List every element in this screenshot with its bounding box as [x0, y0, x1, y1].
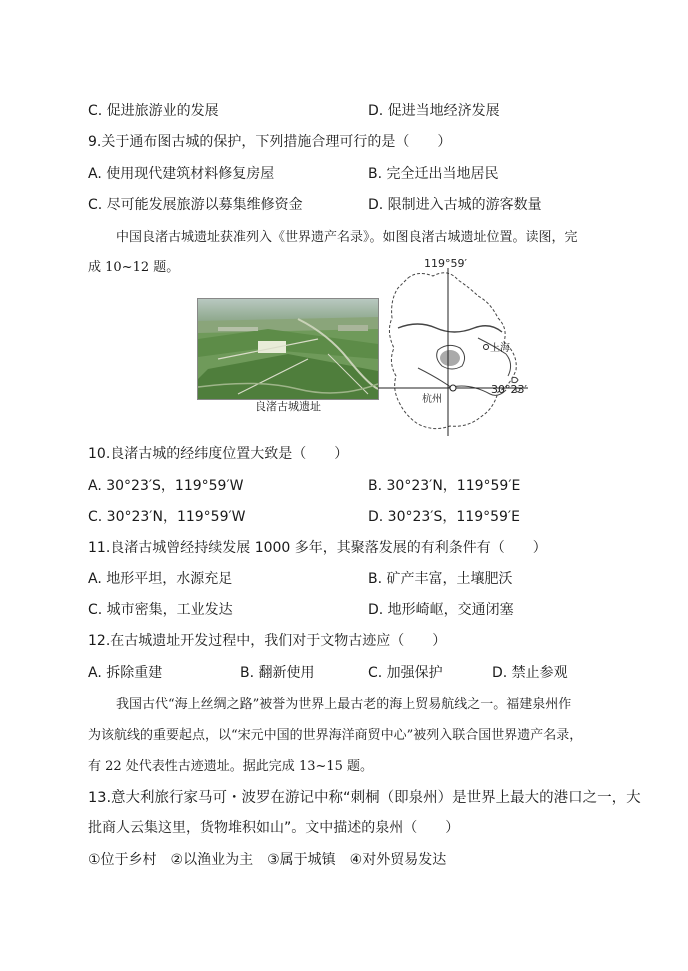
liangzhu-aerial-photo	[197, 298, 379, 400]
q9-stem: 9.关于通布图古城的保护，下列措施合理可行的是（ ）	[88, 134, 452, 150]
q10-option-b: B. 30°23′N，119°59′E	[368, 478, 521, 494]
q9-option-a: A. 使用现代建筑材料修复房屋	[88, 166, 275, 182]
q12-stem: 12.在古城遗址开发过程中，我们对于文物古迹应（ ）	[88, 633, 447, 649]
q11-option-a: A. 地形平坦，水源充足	[88, 571, 233, 587]
shanghai-area-shading	[440, 350, 460, 366]
island-1	[512, 377, 518, 382]
q10-option-d: D. 30°23′S，119°59′E	[368, 509, 520, 525]
passage-quanzhou-line2: 为该航线的重要起点，以“宋元中国的世界海洋商贸中心”被列入联合国世界遗产名录，	[88, 728, 583, 743]
q13-stem-line2: 批商人云集这里，货物堆积如山”。文中描述的泉州（ ）	[88, 820, 460, 836]
q13-stem-line1: 13.意大利旅行家马可・波罗在游记中称“刺桐（即泉州）是世界上最大的港口之一，大	[88, 790, 641, 806]
q10-option-a: A. 30°23′S，119°59′W	[88, 478, 244, 494]
prev-option-d: D. 促进当地经济发展	[368, 103, 500, 119]
aerial-photo-image	[198, 299, 378, 399]
q11-option-c: C. 城市密集，工业发达	[88, 602, 233, 618]
passage-liangzhu-line2: 成 10~12 题。	[88, 260, 180, 275]
q9-option-d: D. 限制进入古城的游客数量	[368, 197, 542, 213]
q12-option-a: A. 拆除重建	[88, 665, 163, 681]
shanghai-marker	[484, 345, 489, 350]
shanghai-label: 上海	[490, 343, 510, 354]
secondary-river	[418, 368, 452, 388]
q12-option-d: D. 禁止参观	[492, 665, 568, 681]
passage-quanzhou-line1: 我国古代“海上丝绸之路”被誉为世界上最古老的海上贸易航线之一。福建泉州作	[116, 697, 572, 712]
q11-option-b: B. 矿产丰富，土壤肥沃	[368, 571, 513, 587]
q9-option-c: C. 尽可能发展旅游以募集维修资金	[88, 197, 303, 213]
q10-option-c: C. 30°23′N，119°59′W	[88, 509, 246, 525]
hangzhou-label: 杭州	[422, 394, 442, 405]
hangzhou-marker	[450, 385, 456, 391]
q10-stem: 10.良渚古城的经纬度位置大致是（ ）	[88, 446, 349, 462]
q11-option-d: D. 地形崎岖，交通闭塞	[368, 602, 514, 618]
q12-option-b: B. 翻新使用	[240, 665, 315, 681]
q13-items: ①位于乡村 ②以渔业为主 ③属于城镇 ④对外贸易发达	[88, 852, 447, 868]
q12-option-c: C. 加强保护	[368, 665, 443, 681]
q9-option-b: B. 完全迁出当地居民	[368, 166, 499, 182]
passage-quanzhou-line3: 有 22 处代表性古迹遗址。据此完成 13~15 题。	[88, 759, 374, 774]
passage-liangzhu-line1: 中国良渚古城遗址获准列入《世界遗产名录》。如图良渚古城遗址位置。读图，完	[116, 230, 578, 245]
latitude-label: 30°23′	[491, 383, 527, 396]
prev-option-c: C. 促进旅游业的发展	[88, 103, 219, 119]
photo-caption: 良渚古城遗址	[255, 400, 321, 413]
river	[398, 324, 502, 332]
longitude-label: 119°59′	[424, 258, 467, 270]
liangzhu-location-map	[378, 258, 528, 436]
q11-stem: 11.良渚古城曾经持续发展 1000 多年，其聚落发展的有利条件有（ ）	[88, 540, 547, 556]
